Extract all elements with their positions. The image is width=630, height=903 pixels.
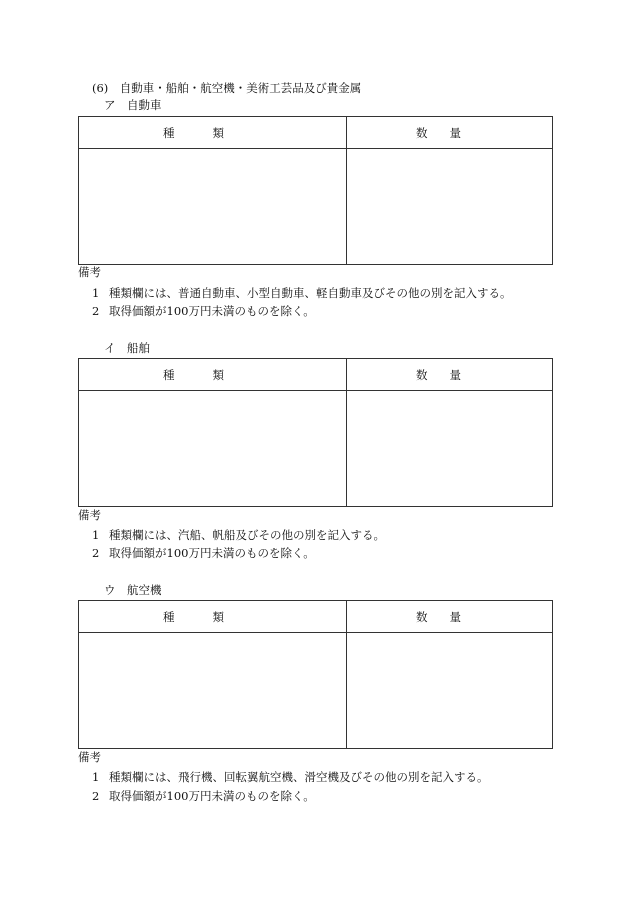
quantity-cell[interactable] bbox=[347, 633, 553, 749]
note-number: 2 bbox=[92, 789, 100, 803]
subsection-heading-aircraft: ウ 航空機 bbox=[104, 583, 162, 597]
quantity-cell[interactable] bbox=[347, 391, 553, 507]
subsection-heading-automobile: ア 自動車 bbox=[104, 98, 162, 112]
remarks-label: 備考 bbox=[78, 750, 101, 764]
note-text: 種類欄には、飛行機、回転翼航空機、滑空機及びその他の別を記入する。 bbox=[109, 770, 489, 784]
section-title: (6) 自動車・船舶・航空機・美術工芸品及び貴金属 bbox=[92, 81, 362, 95]
remarks-label: 備考 bbox=[78, 508, 101, 522]
note-number: 2 bbox=[92, 546, 100, 560]
column-header-type: 種類 bbox=[163, 367, 262, 382]
column-header-quantity: 数量 bbox=[416, 367, 483, 382]
subsection-heading-ship: イ 船舶 bbox=[104, 341, 150, 355]
type-cell[interactable] bbox=[79, 149, 347, 265]
note-text: 種類欄には、普通自動車、小型自動車、軽自動車及びその他の別を記入する。 bbox=[109, 286, 512, 300]
note-text: 取得価額が100万円未満のものを除く。 bbox=[109, 304, 315, 318]
aircraft-table bbox=[78, 600, 553, 749]
note-number: 1 bbox=[92, 286, 100, 300]
ship-table bbox=[78, 358, 553, 507]
remarks-label: 備考 bbox=[78, 265, 101, 279]
note-number: 2 bbox=[92, 304, 100, 318]
automobile-table bbox=[78, 116, 553, 265]
note-text: 種類欄には、汽船、帆船及びその他の別を記入する。 bbox=[109, 528, 385, 542]
column-header-type: 種類 bbox=[163, 125, 262, 140]
quantity-cell[interactable] bbox=[347, 149, 553, 265]
type-cell[interactable] bbox=[79, 633, 347, 749]
note-number: 1 bbox=[92, 770, 100, 784]
type-cell[interactable] bbox=[79, 391, 347, 507]
column-header-quantity: 数量 bbox=[416, 125, 483, 140]
column-header-type: 種類 bbox=[163, 609, 262, 624]
note-text: 取得価額が100万円未満のものを除く。 bbox=[109, 546, 315, 560]
column-header-quantity: 数量 bbox=[416, 609, 483, 624]
note-number: 1 bbox=[92, 528, 100, 542]
note-text: 取得価額が100万円未満のものを除く。 bbox=[109, 789, 315, 803]
